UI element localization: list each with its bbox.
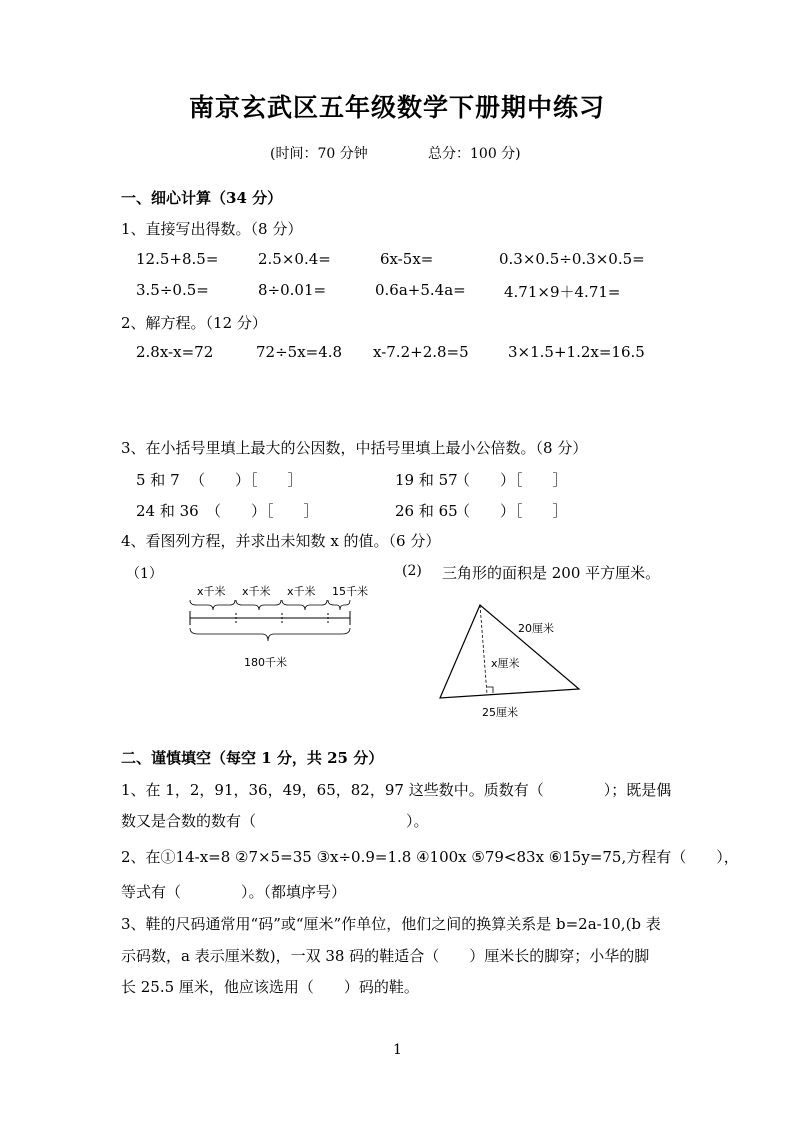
- gcd-lcm-blanks[interactable]: （ ）［ ］: [206, 502, 319, 520]
- gcd-lcm-pair: 19 和 57: [395, 471, 458, 489]
- calc-item: 8÷0.01=: [258, 281, 327, 299]
- s2-q2-line2: 等式有（ ）。（都填序号）: [121, 883, 347, 901]
- right-angle-mark: [487, 687, 493, 693]
- triangle-height: [480, 605, 487, 694]
- q2-label: 2、解方程。（12 分）: [121, 314, 267, 332]
- segment-brace: [328, 600, 350, 610]
- total-label: 180千米: [244, 656, 287, 669]
- segment-label: 15千米: [332, 585, 368, 598]
- section2-heading: 二、谨慎填空（每空 1 分，共 25 分）: [121, 749, 384, 767]
- segment-label: x千米: [242, 585, 271, 598]
- segment-label: x千米: [287, 585, 316, 598]
- s2-q1-line1: 1、在 1，2，91，36，49，65，82，97 这些数中。质数有（ ）；既是偶: [121, 781, 672, 799]
- height-label: x厘米: [491, 657, 520, 670]
- gcd-lcm-blanks[interactable]: （ ）［ ］: [190, 471, 303, 489]
- segment-diagram: [180, 578, 380, 678]
- segment-brace: [190, 600, 235, 610]
- segment-label: x千米: [197, 585, 226, 598]
- calc-item: 0.6a+5.4a=: [375, 281, 466, 299]
- gcd-lcm-blanks[interactable]: （ ）［ ］: [455, 471, 568, 489]
- section1-heading: 一、细心计算（34 分）: [121, 189, 283, 207]
- page-title: 南京玄武区五年级数学下册期中练习: [188, 93, 605, 122]
- total-brace: [190, 628, 350, 641]
- calc-item: 12.5+8.5=: [136, 250, 219, 268]
- s2-q1-line2: 数又是合数的数有（ ）。: [121, 812, 429, 830]
- calc-item: 0.3×0.5÷0.3×0.5=: [499, 250, 645, 268]
- q3-label: 3、在小括号里填上最大的公因数，中括号里填上最小公倍数。（8 分）: [121, 439, 588, 457]
- equation-item: x-7.2+2.8=5: [373, 343, 469, 361]
- s2-q3-line1: 3、鞋的尺码通常用“码”或“厘米”作单位，他们之间的换算关系是 b=2a-10,(b 表: [121, 915, 661, 933]
- calc-item: 6x-5x=: [380, 250, 434, 268]
- equation-item: 3×1.5+1.2x=16.5: [508, 343, 645, 361]
- side-label: 20厘米: [518, 622, 554, 635]
- fig1-number: （1）: [126, 566, 163, 582]
- calc-item: 4.71×9＋4.71=: [504, 283, 621, 301]
- triangle-shape: [440, 605, 579, 698]
- q4-label: 4、看图列方程，并求出未知数 x 的值。（6 分）: [121, 532, 441, 550]
- gcd-lcm-pair: 24 和 36: [136, 502, 199, 520]
- fig2-description: 三角形的面积是 200 平方厘米。: [442, 564, 661, 582]
- gcd-lcm-pair: 26 和 65: [395, 502, 458, 520]
- time-info: (时间：70 分钟: [270, 146, 368, 162]
- segment-brace: [236, 600, 281, 610]
- segment-brace: [282, 600, 327, 610]
- gcd-lcm-blanks[interactable]: （ ）［ ］: [455, 502, 568, 520]
- calc-item: 3.5÷0.5=: [136, 281, 209, 299]
- equation-item: 2.8x-x=72: [136, 343, 214, 361]
- s2-q2-line1: 2、在①14-x=8 ②7×5=35 ③x÷0.9=1.8 ④100x ⑤79<83x ⑥15y=75,方程有（ ），: [121, 848, 739, 866]
- base-label: 25厘米: [482, 706, 518, 719]
- fig2-number: (2): [402, 563, 422, 579]
- q1-label: 1、直接写出得数。（8 分）: [121, 220, 303, 238]
- calc-item: 2.5×0.4=: [258, 250, 331, 268]
- s2-q3-line3: 长 25.5 厘米，他应该选用（ ）码的鞋。: [121, 978, 419, 996]
- s2-q3-line2: 示码数，a 表示厘米数)，一双 38 码的鞋适合（ ）厘米长的脚穿；小华的脚: [121, 947, 650, 965]
- gcd-lcm-pair: 5 和 7: [136, 471, 180, 489]
- triangle-diagram: [430, 596, 590, 722]
- equation-item: 72÷5x=4.8: [256, 343, 343, 361]
- total-score-info: 总分：100 分): [428, 146, 521, 162]
- page-number: 1: [393, 1042, 402, 1058]
